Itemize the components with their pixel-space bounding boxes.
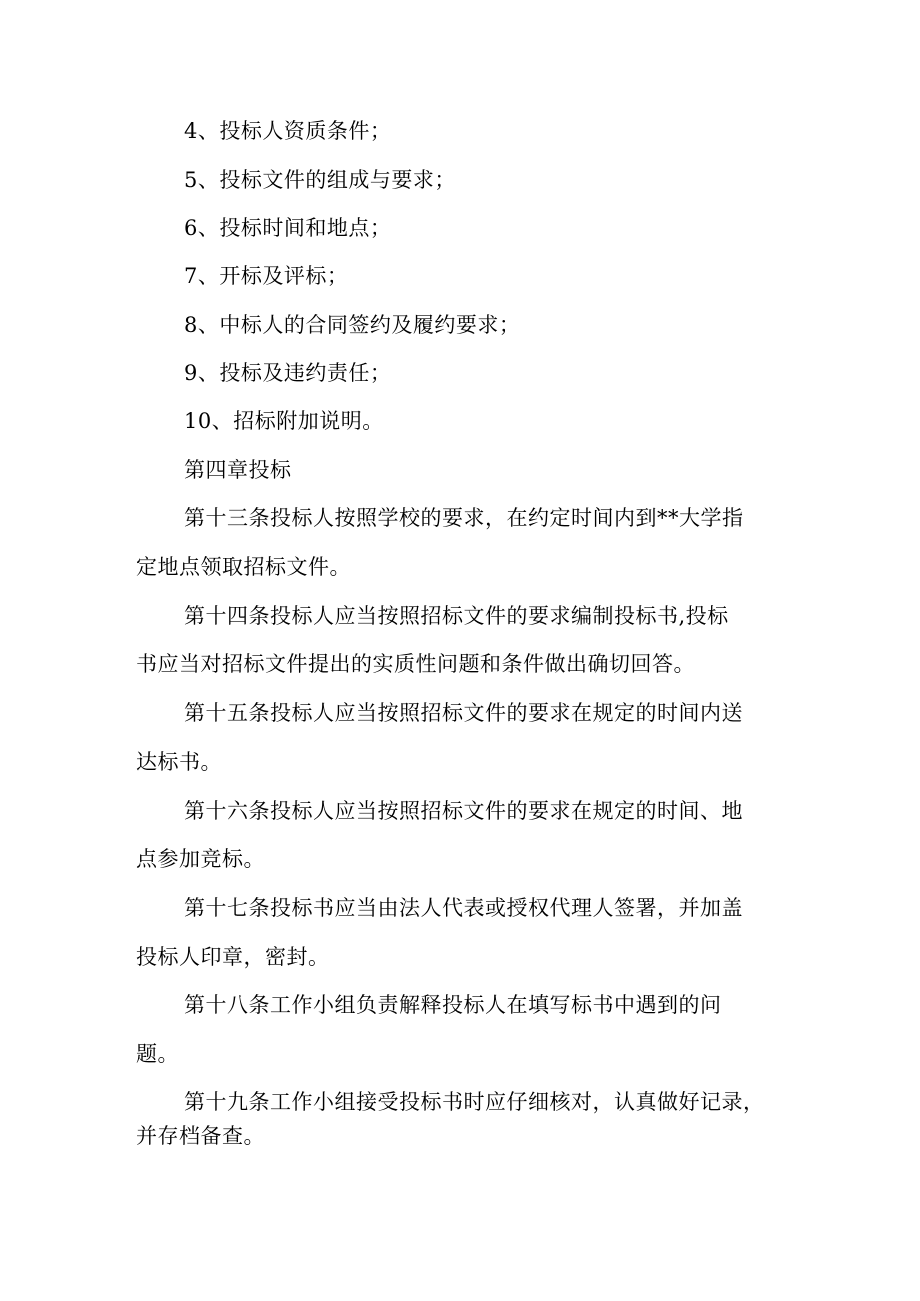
list-item-4: 4、投标人资质条件； <box>184 119 392 143</box>
article-14-line-2: 书应当对招标文件提出的实质性问题和条件做出确切回答。 <box>136 652 695 676</box>
list-item-8: 8、中标人的合同签约及履约要求； <box>184 313 521 337</box>
article-16-line-1: 第十六条投标人应当按照招标文件的要求在规定的时间、地 <box>184 799 743 823</box>
article-19-line-2: 并存档备查。 <box>136 1124 265 1148</box>
article-13-line-1: 第十三条投标人按照学校的要求，在约定时间内到**大学指 <box>184 506 744 530</box>
article-18-line-1: 第十八条工作小组负责解释投标人在填写标书中遇到的问 <box>184 993 722 1017</box>
article-17-line-1: 第十七条投标书应当由法人代表或授权代理人签署，并加盖 <box>184 896 743 920</box>
article-16-line-2: 点参加竞标。 <box>136 847 265 871</box>
list-item-9: 9、投标及违约责任； <box>184 361 392 385</box>
article-15-line-1: 第十五条投标人应当按照招标文件的要求在规定的时间内送 <box>184 701 743 725</box>
list-item-5: 5、投标文件的组成与要求； <box>184 168 456 192</box>
list-item-7: 7、开标及评标； <box>184 264 349 288</box>
article-14-line-1: 第十四条投标人应当按照招标文件的要求编制投标书,投标 <box>184 604 729 628</box>
article-15-line-2: 达标书。 <box>136 750 222 774</box>
list-item-10: 10、招标附加说明。 <box>184 409 384 433</box>
article-13-line-2: 定地点领取招标文件。 <box>136 555 351 579</box>
chapter-title: 第四章投标 <box>184 458 292 482</box>
list-item-6: 6、投标时间和地点； <box>184 216 392 240</box>
article-18-line-2: 题。 <box>136 1042 179 1066</box>
article-17-line-2: 投标人印章，密封。 <box>136 945 330 969</box>
article-19-line-1: 第十九条工作小组接受投标书时应仔细核对，认真做好记录， <box>184 1090 765 1114</box>
